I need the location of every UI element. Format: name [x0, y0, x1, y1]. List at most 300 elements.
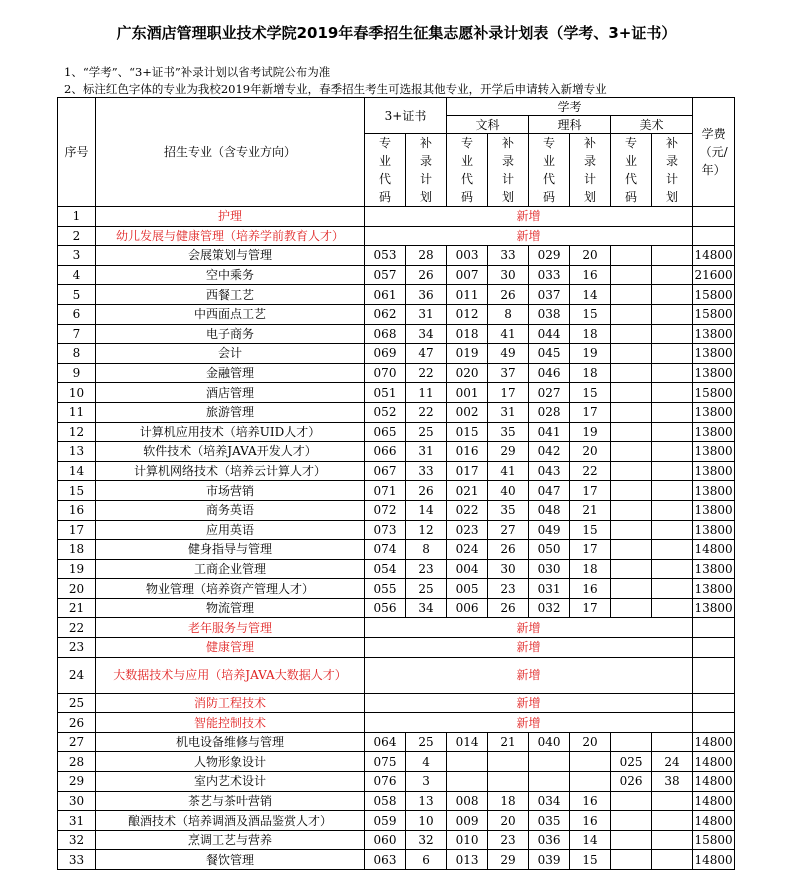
- row-w-code: 002: [447, 402, 488, 422]
- row-c-plan: 25: [406, 732, 447, 752]
- row-seq: 8: [58, 344, 96, 364]
- table-row: [58, 363, 735, 383]
- row-w-code: 004: [447, 559, 488, 579]
- row-m-code: [611, 559, 652, 579]
- row-major: 老年服务与管理: [96, 618, 365, 638]
- header-fee: 学费（元/年）: [693, 98, 735, 207]
- row-seq: 24: [58, 657, 96, 693]
- table-row: [58, 638, 735, 658]
- row-l-code: 044: [529, 324, 570, 344]
- row-fee: [693, 638, 735, 658]
- row-l-plan: 17: [570, 598, 611, 618]
- row-c-code: 065: [365, 422, 406, 442]
- row-w-code: 011: [447, 285, 488, 305]
- row-seq: 31: [58, 811, 96, 831]
- row-w-plan: 29: [488, 442, 529, 462]
- row-l-code: 039: [529, 850, 570, 870]
- table-row: [58, 324, 735, 344]
- row-c-plan: 31: [406, 442, 447, 462]
- row-c-code: 057: [365, 265, 406, 285]
- row-l-code: 037: [529, 285, 570, 305]
- row-c-plan: 8: [406, 540, 447, 560]
- row-fee: 13800: [693, 481, 735, 501]
- row-l-code: 046: [529, 363, 570, 383]
- row-c-code: 071: [365, 481, 406, 501]
- row-l-plan: 19: [570, 344, 611, 364]
- header-meishu-code: 专业代码: [611, 134, 652, 207]
- row-fee: 13800: [693, 442, 735, 462]
- row-c-plan: 47: [406, 344, 447, 364]
- row-new-badge: 新增: [365, 618, 693, 638]
- row-major: 市场营销: [96, 481, 365, 501]
- header-cert: 3+证书: [365, 98, 447, 134]
- row-m-code: [611, 520, 652, 540]
- row-seq: 14: [58, 461, 96, 481]
- row-c-plan: 13: [406, 791, 447, 811]
- row-w-plan: 30: [488, 265, 529, 285]
- row-major: 计算机应用技术（培养UID人才）: [96, 422, 365, 442]
- row-c-code: 051: [365, 383, 406, 403]
- row-w-code: 006: [447, 598, 488, 618]
- row-w-code: 018: [447, 324, 488, 344]
- table-row: [58, 579, 735, 599]
- row-fee: 13800: [693, 461, 735, 481]
- row-m-plan: 38: [652, 772, 693, 792]
- row-m-plan: [652, 559, 693, 579]
- table-body: [58, 207, 735, 870]
- row-l-code: 040: [529, 732, 570, 752]
- row-major: 护理: [96, 207, 365, 227]
- row-w-code: 020: [447, 363, 488, 383]
- row-w-plan: 29: [488, 850, 529, 870]
- row-w-code: 012: [447, 304, 488, 324]
- row-w-plan: 35: [488, 422, 529, 442]
- row-m-plan: [652, 811, 693, 831]
- row-l-code: 043: [529, 461, 570, 481]
- table-row: [58, 752, 735, 772]
- row-seq: 4: [58, 265, 96, 285]
- row-c-plan: 36: [406, 285, 447, 305]
- row-w-code: 021: [447, 481, 488, 501]
- row-w-code: [447, 752, 488, 772]
- row-c-plan: 22: [406, 363, 447, 383]
- row-l-plan: 15: [570, 304, 611, 324]
- table-row: [58, 383, 735, 403]
- row-seq: 15: [58, 481, 96, 501]
- row-w-code: 009: [447, 811, 488, 831]
- row-major: 酿酒技术（培养调酒及酒品鉴赏人才）: [96, 811, 365, 831]
- row-major: 健康管理: [96, 638, 365, 658]
- row-seq: 21: [58, 598, 96, 618]
- row-m-code: [611, 246, 652, 266]
- row-seq: 3: [58, 246, 96, 266]
- row-w-plan: 8: [488, 304, 529, 324]
- row-l-plan: 19: [570, 422, 611, 442]
- table-row: [58, 598, 735, 618]
- row-c-code: 056: [365, 598, 406, 618]
- row-c-plan: 12: [406, 520, 447, 540]
- row-c-code: 052: [365, 402, 406, 422]
- row-c-plan: 22: [406, 402, 447, 422]
- header-like: 理科: [529, 116, 611, 134]
- row-fee: 15800: [693, 383, 735, 403]
- row-seq: 30: [58, 791, 96, 811]
- row-w-code: 001: [447, 383, 488, 403]
- row-major: 软件技术（培养JAVA开发人才）: [96, 442, 365, 462]
- row-l-plan: 22: [570, 461, 611, 481]
- row-w-code: 015: [447, 422, 488, 442]
- row-fee: 14800: [693, 540, 735, 560]
- table-row: [58, 657, 735, 693]
- table-row: [58, 811, 735, 831]
- row-seq: 33: [58, 850, 96, 870]
- row-w-code: 007: [447, 265, 488, 285]
- row-m-code: [611, 598, 652, 618]
- row-major: 人物形象设计: [96, 752, 365, 772]
- row-m-plan: [652, 285, 693, 305]
- table-row: [58, 540, 735, 560]
- row-c-code: 068: [365, 324, 406, 344]
- row-c-plan: 32: [406, 830, 447, 850]
- row-fee: 14800: [693, 772, 735, 792]
- row-m-plan: [652, 304, 693, 324]
- row-m-plan: [652, 520, 693, 540]
- row-major: 健身指导与管理: [96, 540, 365, 560]
- row-l-code: 033: [529, 265, 570, 285]
- row-c-plan: 34: [406, 598, 447, 618]
- table-row: [58, 693, 735, 713]
- row-l-plan: 17: [570, 540, 611, 560]
- row-fee: 13800: [693, 598, 735, 618]
- row-c-code: 063: [365, 850, 406, 870]
- row-fee: 15800: [693, 830, 735, 850]
- row-seq: 20: [58, 579, 96, 599]
- row-w-plan: 26: [488, 598, 529, 618]
- table-row: [58, 304, 735, 324]
- row-w-code: 016: [447, 442, 488, 462]
- row-w-code: 023: [447, 520, 488, 540]
- row-c-plan: 26: [406, 265, 447, 285]
- row-c-plan: 28: [406, 246, 447, 266]
- row-c-code: 055: [365, 579, 406, 599]
- row-major: 工商企业管理: [96, 559, 365, 579]
- row-major: 旅游管理: [96, 402, 365, 422]
- row-fee: 13800: [693, 402, 735, 422]
- row-c-code: 066: [365, 442, 406, 462]
- row-l-plan: 14: [570, 830, 611, 850]
- row-w-plan: 49: [488, 344, 529, 364]
- row-l-code: 029: [529, 246, 570, 266]
- row-seq: 25: [58, 693, 96, 713]
- row-m-plan: [652, 579, 693, 599]
- row-l-plan: 18: [570, 559, 611, 579]
- row-m-code: [611, 791, 652, 811]
- row-seq: 7: [58, 324, 96, 344]
- row-l-plan: 20: [570, 246, 611, 266]
- row-l-code: 049: [529, 520, 570, 540]
- row-m-plan: [652, 402, 693, 422]
- row-m-plan: [652, 363, 693, 383]
- row-l-plan: 20: [570, 732, 611, 752]
- row-major: 消防工程技术: [96, 693, 365, 713]
- row-l-code: [529, 772, 570, 792]
- row-fee: 14800: [693, 850, 735, 870]
- row-seq: 9: [58, 363, 96, 383]
- row-major: 中西面点工艺: [96, 304, 365, 324]
- row-major: 金融管理: [96, 363, 365, 383]
- row-new-badge: 新增: [365, 207, 693, 227]
- row-seq: 11: [58, 402, 96, 422]
- row-w-plan: 31: [488, 402, 529, 422]
- row-w-plan: 23: [488, 579, 529, 599]
- row-seq: 17: [58, 520, 96, 540]
- row-new-badge: 新增: [365, 657, 693, 693]
- row-m-plan: [652, 246, 693, 266]
- row-c-code: 074: [365, 540, 406, 560]
- row-l-plan: 14: [570, 285, 611, 305]
- row-c-plan: 4: [406, 752, 447, 772]
- row-seq: 22: [58, 618, 96, 638]
- row-c-plan: 6: [406, 850, 447, 870]
- row-c-code: 070: [365, 363, 406, 383]
- row-major: 西餐工艺: [96, 285, 365, 305]
- header-like-plan: 补录计划: [570, 134, 611, 207]
- row-fee: 14800: [693, 791, 735, 811]
- row-l-plan: 20: [570, 442, 611, 462]
- row-m-code: [611, 579, 652, 599]
- table-row: [58, 850, 735, 870]
- row-l-code: 035: [529, 811, 570, 831]
- row-major: 应用英语: [96, 520, 365, 540]
- header-seq: 序号: [58, 98, 96, 207]
- row-w-code: 003: [447, 246, 488, 266]
- row-fee: 15800: [693, 285, 735, 305]
- row-l-code: 050: [529, 540, 570, 560]
- row-c-plan: 25: [406, 579, 447, 599]
- row-fee: [693, 618, 735, 638]
- row-major: 会展策划与管理: [96, 246, 365, 266]
- row-m-plan: 24: [652, 752, 693, 772]
- row-fee: 15800: [693, 304, 735, 324]
- row-m-plan: [652, 481, 693, 501]
- row-l-code: 034: [529, 791, 570, 811]
- row-m-plan: [652, 461, 693, 481]
- row-m-plan: [652, 850, 693, 870]
- row-m-plan: [652, 500, 693, 520]
- enrollment-plan-table: [57, 97, 735, 870]
- row-m-code: [611, 324, 652, 344]
- row-c-plan: 31: [406, 304, 447, 324]
- row-w-plan: 18: [488, 791, 529, 811]
- row-l-plan: 16: [570, 579, 611, 599]
- row-l-plan: 16: [570, 265, 611, 285]
- row-l-plan: 16: [570, 811, 611, 831]
- header-major: 招生专业（含专业方向）: [96, 98, 365, 207]
- row-m-code: [611, 344, 652, 364]
- row-fee: 13800: [693, 324, 735, 344]
- row-seq: 29: [58, 772, 96, 792]
- row-major: 幼儿发展与健康管理（培养学前教育人才）: [96, 226, 365, 246]
- row-l-plan: 15: [570, 383, 611, 403]
- row-seq: 12: [58, 422, 96, 442]
- row-w-plan: 26: [488, 285, 529, 305]
- row-w-plan: 20: [488, 811, 529, 831]
- row-l-code: 041: [529, 422, 570, 442]
- row-l-plan: 15: [570, 520, 611, 540]
- row-w-plan: 40: [488, 481, 529, 501]
- row-c-code: 061: [365, 285, 406, 305]
- row-l-plan: 17: [570, 481, 611, 501]
- row-m-code: [611, 830, 652, 850]
- table-row: [58, 246, 735, 266]
- row-l-plan: 15: [570, 850, 611, 870]
- row-new-badge: 新增: [365, 693, 693, 713]
- row-w-code: 014: [447, 732, 488, 752]
- row-fee: 13800: [693, 520, 735, 540]
- row-m-plan: [652, 598, 693, 618]
- table-row: [58, 285, 735, 305]
- header-like-code: 专业代码: [529, 134, 570, 207]
- table-row: [58, 830, 735, 850]
- row-c-code: 058: [365, 791, 406, 811]
- header-wenke: 文科: [447, 116, 529, 134]
- row-m-code: [611, 402, 652, 422]
- row-m-plan: [652, 791, 693, 811]
- row-major: 电子商务: [96, 324, 365, 344]
- row-major: 计算机网络技术（培养云计算人才）: [96, 461, 365, 481]
- row-c-plan: 34: [406, 324, 447, 344]
- row-m-code: [611, 461, 652, 481]
- document-title: 广东酒店管理职业技术学院2019年春季招生征集志愿补录计划表（学考、3+证书）: [116, 24, 677, 42]
- header-cert-plan: 补录计划: [406, 134, 447, 207]
- row-seq: 27: [58, 732, 96, 752]
- row-m-plan: [652, 442, 693, 462]
- row-seq: 5: [58, 285, 96, 305]
- table-row: [58, 559, 735, 579]
- row-c-plan: 25: [406, 422, 447, 442]
- header-meishu-plan: 补录计划: [652, 134, 693, 207]
- row-c-code: 062: [365, 304, 406, 324]
- row-c-code: 069: [365, 344, 406, 364]
- row-w-plan: 21: [488, 732, 529, 752]
- row-major: 商务英语: [96, 500, 365, 520]
- row-m-plan: [652, 344, 693, 364]
- row-m-plan: [652, 265, 693, 285]
- row-seq: 1: [58, 207, 96, 227]
- table-row: [58, 520, 735, 540]
- row-w-plan: 27: [488, 520, 529, 540]
- row-w-plan: 35: [488, 500, 529, 520]
- row-major: 餐饮管理: [96, 850, 365, 870]
- row-l-code: 032: [529, 598, 570, 618]
- row-fee: [693, 207, 735, 227]
- row-w-plan: 30: [488, 559, 529, 579]
- row-major: 机电设备维修与管理: [96, 732, 365, 752]
- row-m-code: [611, 850, 652, 870]
- row-c-code: 072: [365, 500, 406, 520]
- row-l-code: 047: [529, 481, 570, 501]
- row-fee: 14800: [693, 732, 735, 752]
- row-m-code: [611, 285, 652, 305]
- table-row: [58, 500, 735, 520]
- row-w-plan: 33: [488, 246, 529, 266]
- row-major: 物流管理: [96, 598, 365, 618]
- row-l-code: 030: [529, 559, 570, 579]
- row-fee: 13800: [693, 344, 735, 364]
- row-major: 会计: [96, 344, 365, 364]
- row-w-plan: 17: [488, 383, 529, 403]
- row-fee: [693, 693, 735, 713]
- row-m-plan: [652, 324, 693, 344]
- row-major: 智能控制技术: [96, 713, 365, 733]
- row-major: 大数据技术与应用（培养JAVA大数据人才）: [96, 657, 365, 693]
- row-l-code: 048: [529, 500, 570, 520]
- row-w-code: 013: [447, 850, 488, 870]
- row-fee: 13800: [693, 559, 735, 579]
- row-m-code: [611, 304, 652, 324]
- row-w-code: 005: [447, 579, 488, 599]
- row-w-code: 022: [447, 500, 488, 520]
- row-w-code: [447, 772, 488, 792]
- table-row: [58, 461, 735, 481]
- row-fee: 13800: [693, 363, 735, 383]
- row-m-plan: [652, 830, 693, 850]
- row-fee: 13800: [693, 500, 735, 520]
- row-l-plan: 18: [570, 324, 611, 344]
- row-w-plan: 23: [488, 830, 529, 850]
- row-m-code: [611, 363, 652, 383]
- row-c-code: 076: [365, 772, 406, 792]
- row-seq: 23: [58, 638, 96, 658]
- table-row: [58, 422, 735, 442]
- row-c-plan: 33: [406, 461, 447, 481]
- row-m-code: [611, 500, 652, 520]
- row-m-plan: [652, 732, 693, 752]
- table-row: [58, 772, 735, 792]
- row-w-plan: [488, 752, 529, 772]
- row-fee: [693, 226, 735, 246]
- row-m-plan: [652, 540, 693, 560]
- row-m-plan: [652, 422, 693, 442]
- row-w-code: 024: [447, 540, 488, 560]
- row-l-code: 036: [529, 830, 570, 850]
- row-c-plan: 11: [406, 383, 447, 403]
- row-c-code: 059: [365, 811, 406, 831]
- row-l-code: 038: [529, 304, 570, 324]
- table-row: [58, 481, 735, 501]
- row-seq: 16: [58, 500, 96, 520]
- row-fee: 14800: [693, 752, 735, 772]
- row-seq: 26: [58, 713, 96, 733]
- row-c-plan: 23: [406, 559, 447, 579]
- table-row: [58, 207, 735, 227]
- row-fee: 13800: [693, 422, 735, 442]
- row-fee: [693, 657, 735, 693]
- row-m-code: [611, 732, 652, 752]
- row-c-plan: 26: [406, 481, 447, 501]
- row-major: 茶艺与茶叶营销: [96, 791, 365, 811]
- row-w-code: 008: [447, 791, 488, 811]
- row-new-badge: 新增: [365, 226, 693, 246]
- table-row: [58, 442, 735, 462]
- table-row: [58, 713, 735, 733]
- row-c-code: 060: [365, 830, 406, 850]
- header-cert-code: 专业代码: [365, 134, 406, 207]
- row-c-code: 067: [365, 461, 406, 481]
- row-w-plan: 37: [488, 363, 529, 383]
- row-w-plan: 41: [488, 461, 529, 481]
- row-l-code: 045: [529, 344, 570, 364]
